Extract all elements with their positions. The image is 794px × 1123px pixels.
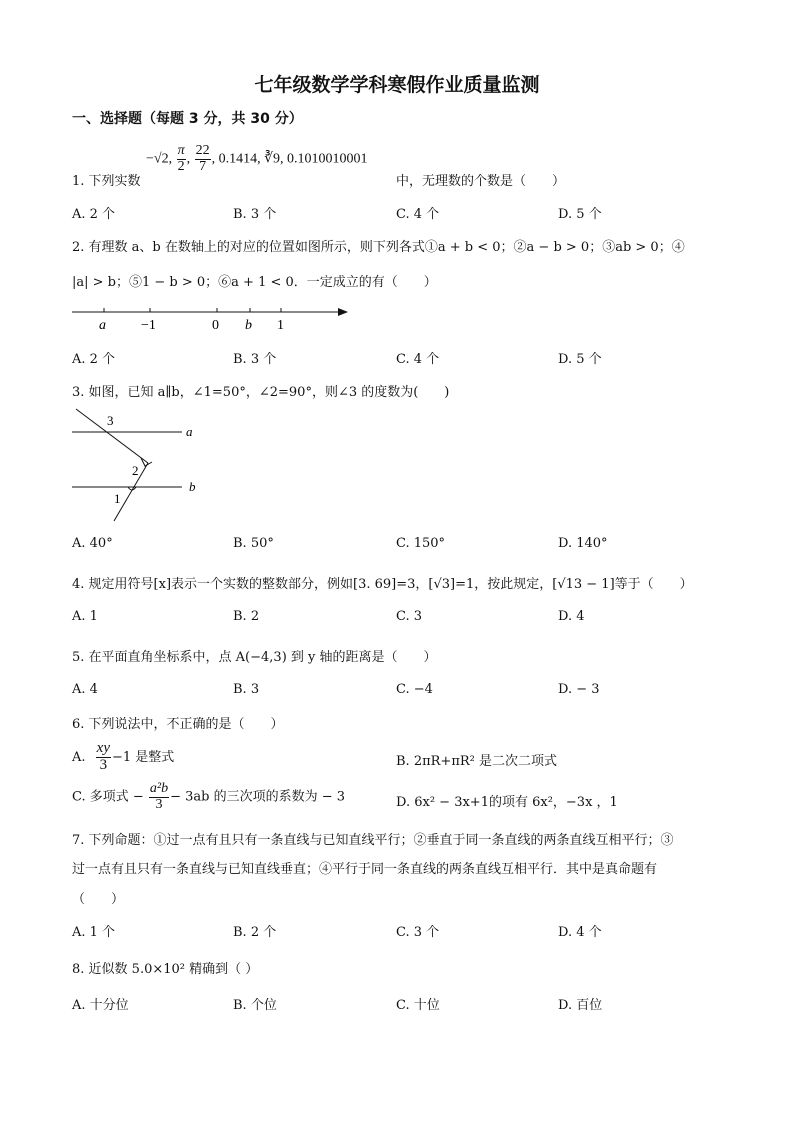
label-line-a: a xyxy=(186,424,193,439)
q5-option-a[interactable]: A. 4 xyxy=(72,682,98,697)
q7-option-a[interactable]: A. 1 个 xyxy=(72,925,116,940)
q1-suffix: 中，无理数的个数是（ ） xyxy=(396,174,566,189)
q6-option-d[interactable]: D. 6x² − 3x+1的项有 6x²，−3x ，1 xyxy=(396,795,618,810)
q3-option-d[interactable]: D. 140° xyxy=(558,536,608,551)
q2-number-line-figure xyxy=(66,298,356,338)
q1-option-c[interactable]: C. 4 个 xyxy=(396,207,440,222)
label-a: a xyxy=(99,318,106,333)
q6-option-b[interactable]: B. 2πR+πR² 是二次二项式 xyxy=(396,754,557,769)
q6-option-c-label: C. 多项式 − xyxy=(72,789,144,805)
q6-option-a-text: −1 是整式 xyxy=(112,749,175,765)
q7-option-c[interactable]: C. 3 个 xyxy=(396,925,440,940)
q4-text: 4. 规定用符号[x]表示一个实数的整数部分，例如[3. 69]=3，[√3]=1，按此规定，[√13 − 1]等于（ ） xyxy=(72,577,693,592)
q2-text-line2: |a| > b；⑤1 − b > 0；⑥a + 1 < 0．一定成立的有（ ） xyxy=(72,275,437,290)
q1-option-b[interactable]: B. 3 个 xyxy=(233,207,277,222)
q5-option-b[interactable]: B. 3 xyxy=(233,682,260,697)
q6-text: 6. 下列说法中，不正确的是（ ） xyxy=(72,717,284,732)
q4-option-a[interactable]: A. 1 xyxy=(72,609,98,624)
q1-option-a[interactable]: A. 2 个 xyxy=(72,207,116,222)
q5-text: 5. 在平面直角坐标系中，点 A(−4,3) 到 y 轴的距离是（ ） xyxy=(72,650,437,665)
q4-option-d[interactable]: D. 4 xyxy=(558,609,585,624)
page-title: 七年级数学学科寒假作业质量监测 xyxy=(254,74,540,96)
q1-expr-a: −√2, xyxy=(146,151,173,167)
q1-option-d[interactable]: D. 5 个 xyxy=(558,207,602,222)
q6-option-c-text: − 3ab 的三次项的系数为 − 3 xyxy=(170,789,346,805)
q7-option-b[interactable]: B. 2 个 xyxy=(233,925,277,940)
q3-text: 3. 如图，已知 a∥b，∠1=50°，∠2=90°，则∠3 的度数为( ) xyxy=(72,385,450,400)
q6-option-c[interactable] xyxy=(72,782,345,812)
q5-option-c[interactable]: C. −4 xyxy=(396,682,433,697)
label-b: b xyxy=(245,318,252,333)
label-1: 1 xyxy=(277,318,284,333)
label-line-b: b xyxy=(189,479,196,494)
q3-parallel-lines-figure xyxy=(66,405,216,527)
q1-prefix: 1. 下列实数 xyxy=(72,174,141,189)
q8-option-d[interactable]: D. 百位 xyxy=(558,998,603,1013)
number-line-arrow xyxy=(338,308,348,316)
section-heading: 一、选择题（每题 3 分，共 30 分） xyxy=(72,111,303,127)
q7-text-line3: （ ） xyxy=(72,892,125,907)
q3-option-c[interactable]: C. 150° xyxy=(396,536,446,551)
q2-option-a[interactable]: A. 2 个 xyxy=(72,352,116,367)
q8-option-c[interactable]: C. 十位 xyxy=(396,998,440,1013)
q1-fraction-22-7: $\frac{22}{7}$ xyxy=(195,143,210,174)
q6-option-a-label: A. xyxy=(72,749,86,765)
q2-text-line1: 2. 有理数 a、b 在数轴上的对应的位置如图所示，则下列各式①a + b < 0；②a − b > 0；③ab > 0；④ xyxy=(72,240,685,255)
label-0: 0 xyxy=(212,318,219,333)
q5-option-d[interactable]: D. − 3 xyxy=(558,682,600,697)
q3-option-a[interactable]: A. 40° xyxy=(72,536,113,551)
label-angle2: 2 xyxy=(132,463,139,478)
q7-text-line2: 过一点有且只有一条直线与已知直线垂直；④平行于同一条直线的两条直线互相平行．其中是真命题有 xyxy=(72,862,658,877)
q2-option-c[interactable]: C. 4 个 xyxy=(396,352,440,367)
q2-option-b[interactable]: B. 3 个 xyxy=(233,352,277,367)
q4-option-c[interactable]: C. 3 xyxy=(396,609,423,624)
q1-fraction-pi-2: $\frac{\pi}{2}$ xyxy=(177,143,185,174)
q2-option-d[interactable]: D. 5 个 xyxy=(558,352,602,367)
q8-text: 8. 近似数 5.0×10² 精确到（ ） xyxy=(72,962,259,977)
q8-option-a[interactable]: A. 十分位 xyxy=(72,998,129,1013)
q6-option-c-fraction: $\frac{\text{a²b}}{3}$ xyxy=(149,781,169,812)
q7-option-d[interactable]: D. 4 个 xyxy=(558,925,602,940)
q6-option-a-fraction: $\frac{xy}{3}$ xyxy=(96,740,110,773)
label-minus1: −1 xyxy=(141,318,156,333)
q1-expr-b: , 0.1414, ∛9, 0.1010010001 xyxy=(211,151,368,167)
q4-option-b[interactable]: B. 2 xyxy=(233,609,260,624)
q6-option-a[interactable] xyxy=(72,741,174,774)
label-angle3: 3 xyxy=(107,413,114,428)
q8-option-b[interactable]: B. 个位 xyxy=(233,998,277,1013)
q7-text-line1: 7. 下列命题：①过一点有且只有一条直线与已知直线平行；②垂直于同一条直线的两条直线互相平行；③ xyxy=(72,833,674,848)
q3-option-b[interactable]: B. 50° xyxy=(233,536,274,551)
label-angle1: 1 xyxy=(114,491,121,506)
q1-expression: −√2, $\frac{\pi}{2}$ , $\frac{22}{7}$ , 0.1414, ∛9, 0.1010010001 xyxy=(146,143,368,174)
